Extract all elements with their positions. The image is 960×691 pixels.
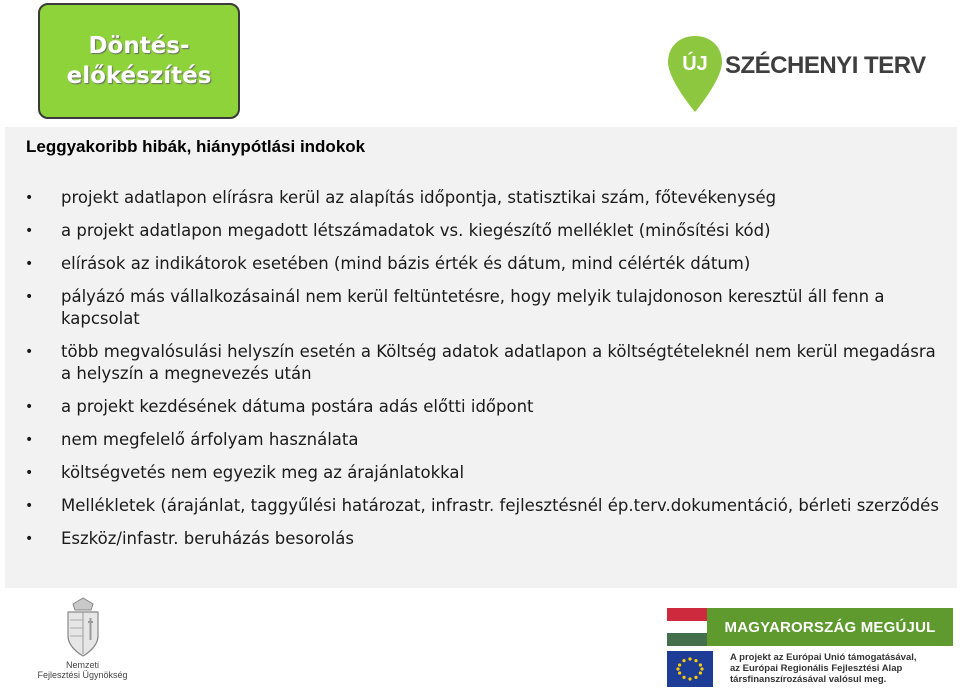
- list-item: • a projekt adatlapon megadott létszámadatok vs. kiegészítő melléklet (minősítési kód): [23, 220, 943, 242]
- list-item: • Mellékletek (árajánlat, taggyűlési határozat, infrastr. fejlesztésnél ép.terv.dokumentáció, bérleti szerződés: [23, 495, 943, 517]
- uj-szechenyi-terv-logo: [665, 32, 926, 118]
- coat-of-arms-icon: [58, 596, 108, 660]
- list-item: • projekt adatlapon elírásra kerül az alapítás időpontja, statisztikai szám, főtevékenység: [23, 187, 943, 209]
- eu-note-line: A projekt az Európai Unió támogatásával,: [730, 652, 917, 663]
- banner-text: MAGYARORSZÁG MEGÚJUL: [707, 608, 953, 646]
- magyarorszag-megujul-banner: [667, 608, 953, 646]
- eu-note-line: az Európai Regionális Fejlesztési Alap: [730, 663, 903, 674]
- agency-name: Nemzeti Fejlesztési Ügynökség: [37, 660, 128, 680]
- section-title: Döntés- előkészítés: [66, 33, 212, 89]
- hungarian-flag-icon: [667, 608, 707, 646]
- list-item: • Eszköz/infastr. beruházás besorolás: [23, 528, 943, 550]
- eu-note-line: társfinanszírozásával valósul meg.: [730, 674, 887, 685]
- error-list: [23, 187, 943, 561]
- content-panel: [5, 127, 957, 588]
- list-item: • költségvetés nem egyezik meg az árajánlatokkal: [23, 462, 943, 484]
- eu-flag-icon: [667, 651, 713, 687]
- list-item: • a projekt kezdésének dátuma postára adás előtti időpont: [23, 396, 943, 418]
- nfu-logo: [30, 596, 135, 688]
- list-item: • pályázó más vállalkozásainál nem kerül feltüntetésre, hogy melyik tulajdonoson keresztül áll fenn a kapcsolat: [23, 286, 943, 330]
- list-item: • elírások az indikátorok esetében (mind bázis érték és dátum, mind célérték dátum): [23, 253, 943, 275]
- brand-badge: ÚJ: [682, 53, 708, 75]
- page-heading: Leggyakoribb hibák, hiánypótlási indokok: [26, 137, 366, 156]
- list-item: • nem megfelelő árfolyam használata: [23, 429, 943, 451]
- section-title-box: [38, 3, 240, 119]
- map-pin-icon: [665, 32, 725, 118]
- eu-funding-note: [730, 652, 955, 685]
- brand-name: SZÉCHENYI TERV: [725, 52, 926, 79]
- list-item: • több megvalósulási helyszín esetén a Költség adatok adatlapon a költségtételeknél nem kerül megadásra a helyszín a megnevezés után: [23, 341, 943, 385]
